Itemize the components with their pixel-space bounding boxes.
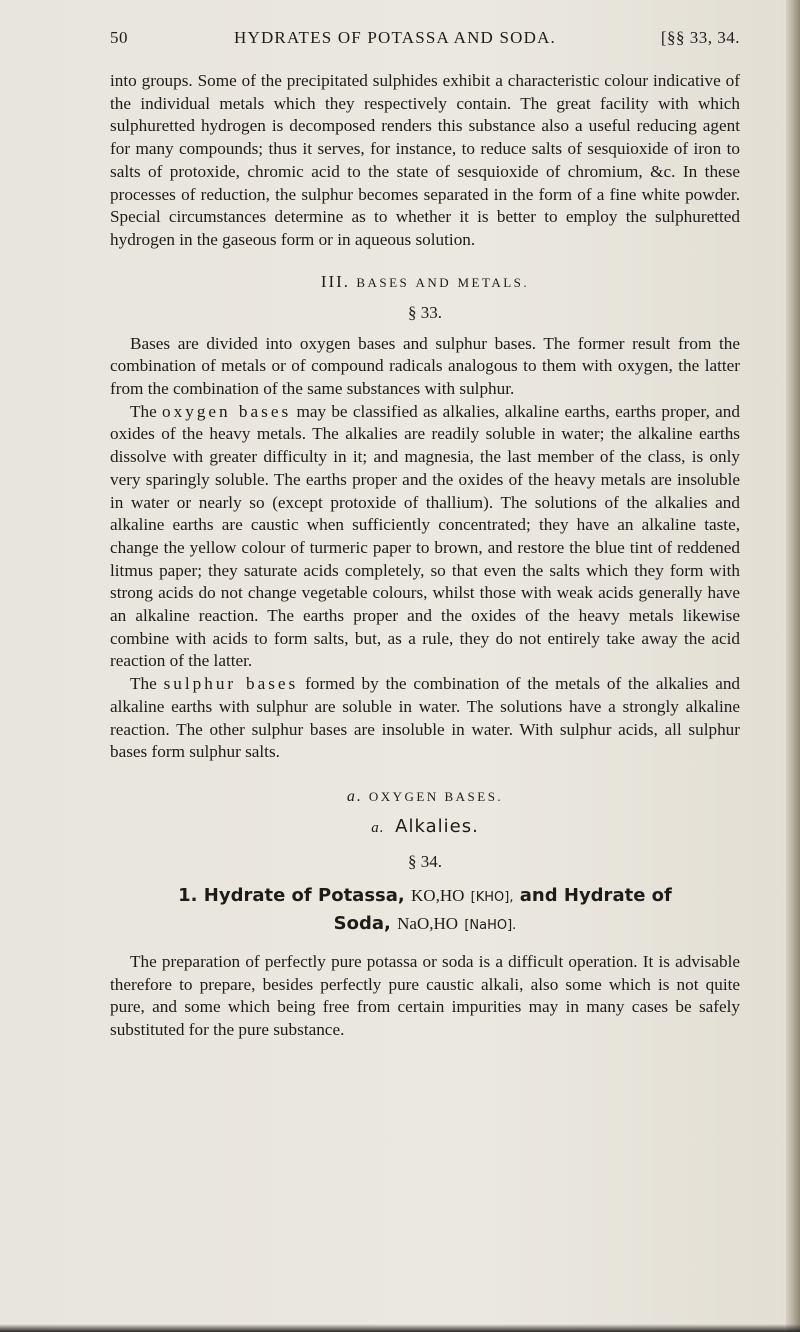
alkalies-letter: a.: [371, 819, 385, 836]
oxygen-lead: The: [130, 401, 157, 421]
sulphur-lead: The: [130, 674, 157, 694]
page-content: [110, 28, 740, 1042]
paragraph-preparation: The preparation of perfectly pure potassa or soda is a difficult operation. It is advisable therefore to prepare, besides perfectly pure caustic alkali, also some which is not quite pure, and some which being free from certain impurities may in many cases be safely substituted for the pure substance.: [110, 951, 740, 1040]
paragraph-oxygen-bases: [110, 401, 740, 673]
page-number: 50: [110, 28, 128, 47]
sulphur-bases-term: sulphur bases: [163, 674, 299, 694]
subheading-alkalies: [110, 812, 740, 843]
paragraph-sulphur-bases: [110, 673, 740, 764]
formula-potassa-modern: [KHO],: [470, 889, 514, 905]
running-header: [110, 28, 740, 56]
part-heading: [110, 270, 740, 295]
paragraph-bases: Bases are divided into oxygen bases and sulphur bases. The former result from the combination of metals or of compound radicals analogous to them with oxygen, the latter from the combination of the same substances with sulphur.: [110, 333, 740, 399]
oxygen-bases-term: oxygen bases: [162, 401, 292, 421]
compound-title-line2: [110, 911, 740, 939]
alkalies-text: Alkalies.: [395, 815, 479, 837]
formula-potassa: KO,HO: [411, 885, 465, 905]
formula-soda: NaO,HO: [397, 913, 459, 933]
formula-soda-modern: [NaHO].: [464, 917, 517, 933]
page-edge-shadow: [786, 0, 800, 1332]
subheading-letter: a.: [346, 787, 363, 805]
page-bottom-shadow: [0, 1324, 800, 1332]
part-word-metals: METALS.: [457, 274, 530, 290]
section-33-heading: § 33.: [408, 302, 442, 322]
section-34-heading: § 34.: [408, 851, 442, 871]
part-word-and: AND: [415, 274, 452, 290]
sulphur-body: formed by the combination of the metals of the alkalies and alkaline earths with sulphur are soluble in water. The solutions have a strongly alkaline reaction. The other sulphur bases are insoluble in water. With sulphur acids, all sulphur bases form sulphur salts.: [110, 674, 741, 762]
subheading-text: OXYGEN BASES.: [368, 788, 504, 804]
compound-name-potassa: Hydrate of Potassa,: [203, 884, 405, 906]
compound-number: 1.: [178, 884, 198, 906]
part-word-bases: BASES: [356, 274, 410, 290]
oxygen-body: may be classified as alkalies, alkaline earths, earths proper, and oxides of the heavy metals. The alkalies are readily soluble in water; the alkaline earths dissolve with greater difficulty in it; and magnesia, the last member of the class, is only very sparingly soluble. The earths proper and the oxides of the heavy metals are insoluble in water or nearly so (except protoxide of thallium). The solutions of the alkalies and alkaline earths are caustic when sufficiently concentrated; they have an alkaline taste, change the yellow colour of turmeric paper to brown, and restore the blue tint of reddened litmus paper; they saturate acids completely, so that even the salts which they form with strong acids do not change vegetable colours, whilst those with weak acids generally have an alkaline reaction. The earths proper and the oxides of the heavy metals likewise combine with acids to form salts, but, as a rule, they do not entirely take away the acid reaction of the latter.: [110, 401, 740, 671]
compound-and: and Hydrate of: [519, 884, 672, 906]
paragraph-intro: into groups. Some of the precipitated sulphides exhibit a characteristic colour indicative of the individual metals which they respectively contain. The great facility with which sulphuretted hydrogen is decomposed renders this substance also a useful reducing agent for many compounds; thus it serves, for instance, to reduce salts of sesquioxide of iron to salts of protoxide, chromic acid to the state of sesquioxide of chromium, &c. In these processes of reduction, the sulphur becomes separated in the form of a fine white powder. Special circumstances determine as to whether it is better to employ the sulphuretted hydrogen in the gaseous form or in aqueous solution.: [110, 71, 740, 249]
compound-title-line1: [110, 883, 740, 911]
part-numeral: III.: [320, 271, 351, 291]
compound-name-soda: Soda,: [333, 912, 391, 934]
running-title: HYDRATES OF POTASSA AND SODA.: [233, 28, 557, 47]
section-reference: [§§ 33, 34.: [660, 28, 740, 47]
subheading-oxygen-bases: [110, 784, 740, 810]
